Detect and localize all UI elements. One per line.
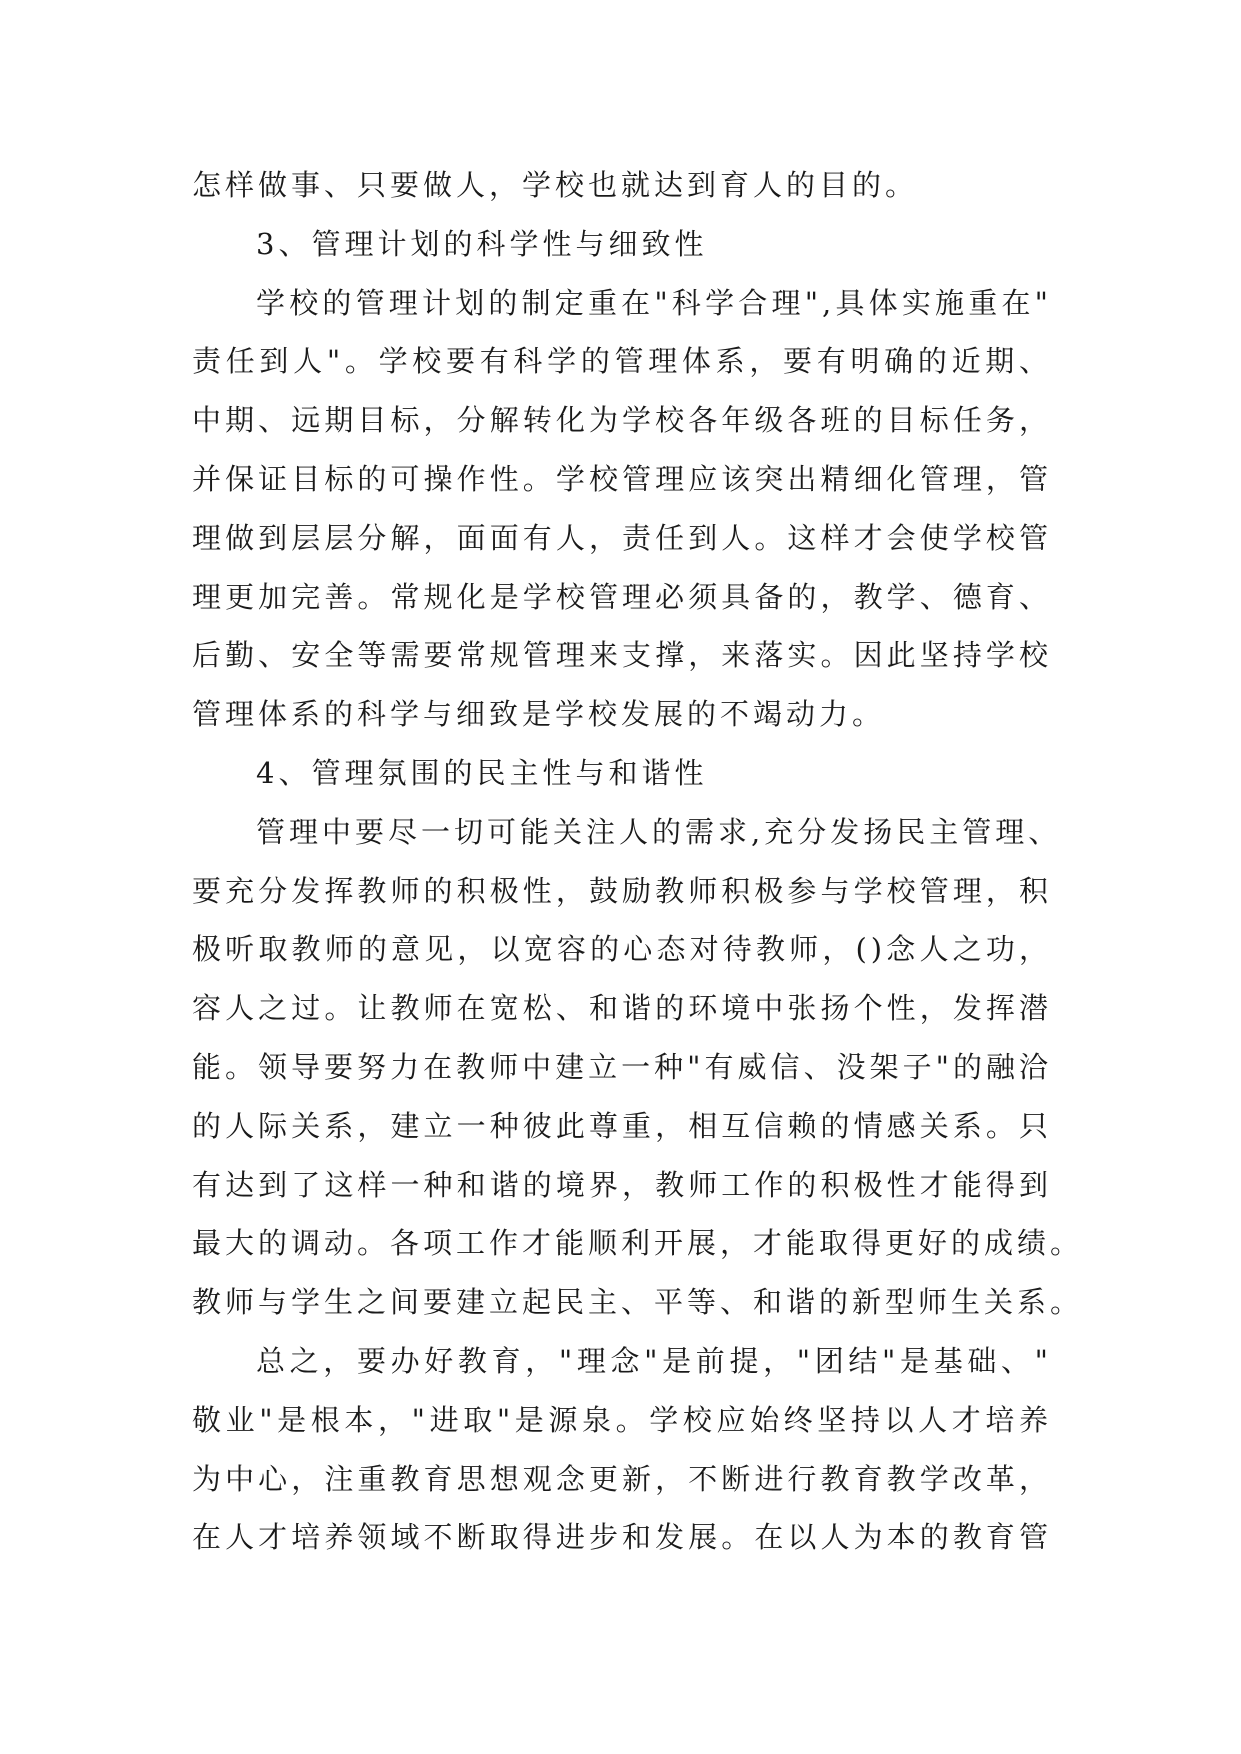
text-line: 4、管理氛围的民主性与和谐性 bbox=[256, 755, 708, 790]
text-line: 理更加完善。常规化是学校管理必须具备的，教学、德育、 bbox=[192, 579, 1052, 614]
text-line: 管理中要尽一切可能关注人的需求,充分发扬民主管理、 bbox=[256, 814, 1062, 849]
text-line: 在人才培养领域不断取得进步和发展。在以人为本的教育管 bbox=[192, 1520, 1052, 1555]
text-line: 极听取教师的意见，以宽容的心态对待教师，()念人之功， bbox=[192, 932, 1052, 967]
text-line: 能。领导要努力在教师中建立一种"有威信、没架子"的融洽 bbox=[192, 1049, 1052, 1084]
text-line: 容人之过。让教师在宽松、和谐的环境中张扬个性，发挥潜 bbox=[192, 991, 1052, 1026]
text-line: 要充分发挥教师的积极性，鼓励教师积极参与学校管理，积 bbox=[192, 873, 1052, 908]
text-line: 有达到了这样一种和谐的境界，教师工作的积极性才能得到 bbox=[192, 1167, 1052, 1202]
text-line: 总之，要办好教育，"理念"是前提，"团结"是基础、" bbox=[256, 1343, 1052, 1378]
text-line: 后勤、安全等需要常规管理来支撑，来落实。因此坚持学校 bbox=[192, 638, 1052, 673]
text-line: 管理体系的科学与细致是学校发展的不竭动力。 bbox=[192, 697, 886, 732]
text-line: 为中心，注重教育思想观念更新，不断进行教育教学改革， bbox=[192, 1461, 1052, 1496]
text-line: 敬业"是根本，"进取"是源泉。学校应始终坚持以人才培养 bbox=[192, 1402, 1052, 1437]
text-line: 学校的管理计划的制定重在"科学合理",具体实施重在" bbox=[256, 285, 1052, 320]
text-line: 责任到人"。学校要有科学的管理体系，要有明确的近期、 bbox=[192, 344, 1052, 379]
text-line: 怎样做事、只要做人，学校也就达到育人的目的。 bbox=[192, 168, 919, 202]
text-line: 最大的调动。各项工作才能顺利开展，才能取得更好的成绩。 bbox=[192, 1226, 1084, 1261]
text-line: 理做到层层分解，面面有人，责任到人。这样才会使学校管 bbox=[192, 520, 1052, 555]
text-line: 教师与学生之间要建立起民主、平等、和谐的新型师生关系。 bbox=[192, 1285, 1084, 1320]
text-line: 并保证目标的可操作性。学校管理应该突出精细化管理，管 bbox=[192, 461, 1052, 496]
text-line: 的人际关系，建立一种彼此尊重，相互信赖的情感关系。只 bbox=[192, 1108, 1052, 1143]
text-line: 中期、远期目标，分解转化为学校各年级各班的目标任务， bbox=[192, 403, 1052, 438]
body-text bbox=[192, 156, 1084, 1567]
text-line: 3、管理计划的科学性与细致性 bbox=[256, 226, 708, 261]
